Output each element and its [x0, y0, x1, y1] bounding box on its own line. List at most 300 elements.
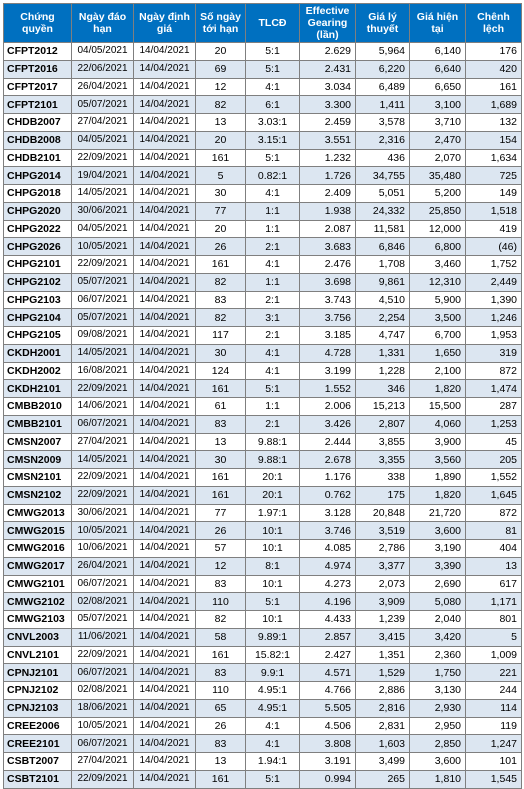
table-row — [4, 682, 522, 700]
cell-current-price: 3,710 — [410, 114, 466, 132]
cell-warrant-code: CFPT2012 — [4, 43, 72, 61]
cell-warrant-code: CKDH2001 — [4, 344, 72, 362]
cell-maturity-date: 10/06/2021 — [72, 540, 134, 558]
cell-theoretical-price: 1,331 — [356, 344, 410, 362]
cell-effective-gearing: 3.128 — [300, 504, 356, 522]
cell-effective-gearing: 1.938 — [300, 202, 356, 220]
cell-valuation-date: 14/04/2021 — [134, 469, 196, 487]
cell-days-to-maturity: 57 — [196, 540, 246, 558]
table-row — [4, 238, 522, 256]
cell-theoretical-price: 3,499 — [356, 753, 410, 771]
table-row — [4, 43, 522, 61]
cell-difference: 1,545 — [466, 770, 522, 788]
cell-current-price: 12,310 — [410, 273, 466, 291]
cell-effective-gearing: 4.196 — [300, 593, 356, 611]
cell-current-price: 5,200 — [410, 185, 466, 203]
cell-valuation-date: 14/04/2021 — [134, 327, 196, 345]
cell-effective-gearing: 4.506 — [300, 717, 356, 735]
cell-current-price: 3,130 — [410, 682, 466, 700]
cell-conversion-ratio: 10:1 — [246, 540, 300, 558]
cell-maturity-date: 10/05/2021 — [72, 238, 134, 256]
cell-valuation-date: 14/04/2021 — [134, 770, 196, 788]
cell-current-price: 2,100 — [410, 362, 466, 380]
cell-days-to-maturity: 20 — [196, 131, 246, 149]
cell-difference: 81 — [466, 522, 522, 540]
cell-days-to-maturity: 69 — [196, 60, 246, 78]
cell-warrant-code: CHPG2105 — [4, 327, 72, 345]
cell-theoretical-price: 1,411 — [356, 96, 410, 114]
cell-current-price: 2,040 — [410, 611, 466, 629]
cell-current-price: 5,080 — [410, 593, 466, 611]
cell-theoretical-price: 3,578 — [356, 114, 410, 132]
cell-conversion-ratio: 5:1 — [246, 149, 300, 167]
table-row — [4, 664, 522, 682]
cell-maturity-date: 05/07/2021 — [72, 273, 134, 291]
cell-conversion-ratio: 1:1 — [246, 273, 300, 291]
cell-valuation-date: 14/04/2021 — [134, 504, 196, 522]
cell-difference: 176 — [466, 43, 522, 61]
cell-warrant-code: CFPT2017 — [4, 78, 72, 96]
cell-difference: 801 — [466, 611, 522, 629]
cell-warrant-code: CSBT2007 — [4, 753, 72, 771]
cell-effective-gearing: 3.698 — [300, 273, 356, 291]
cell-days-to-maturity: 26 — [196, 238, 246, 256]
cell-valuation-date: 14/04/2021 — [134, 114, 196, 132]
cell-warrant-code: CREE2101 — [4, 735, 72, 753]
cell-difference: 5 — [466, 628, 522, 646]
cell-valuation-date: 14/04/2021 — [134, 646, 196, 664]
cell-difference: 1,247 — [466, 735, 522, 753]
cell-effective-gearing: 2.857 — [300, 628, 356, 646]
cell-days-to-maturity: 82 — [196, 96, 246, 114]
table-row — [4, 149, 522, 167]
cell-valuation-date: 14/04/2021 — [134, 398, 196, 416]
cell-valuation-date: 14/04/2021 — [134, 96, 196, 114]
cell-effective-gearing: 1.726 — [300, 167, 356, 185]
cell-valuation-date: 14/04/2021 — [134, 131, 196, 149]
cell-maturity-date: 04/05/2021 — [72, 43, 134, 61]
cell-valuation-date: 14/04/2021 — [134, 273, 196, 291]
cell-valuation-date: 14/04/2021 — [134, 611, 196, 629]
cell-valuation-date: 14/04/2021 — [134, 682, 196, 700]
cell-maturity-date: 26/04/2021 — [72, 557, 134, 575]
cell-days-to-maturity: 13 — [196, 753, 246, 771]
cell-valuation-date: 14/04/2021 — [134, 167, 196, 185]
cell-theoretical-price: 6,489 — [356, 78, 410, 96]
cell-theoretical-price: 3,415 — [356, 628, 410, 646]
cell-valuation-date: 14/04/2021 — [134, 78, 196, 96]
table-row — [4, 469, 522, 487]
cell-theoretical-price: 3,377 — [356, 557, 410, 575]
table-row — [4, 114, 522, 132]
cell-maturity-date: 04/05/2021 — [72, 220, 134, 238]
cell-theoretical-price: 15,213 — [356, 398, 410, 416]
cell-current-price: 2,470 — [410, 131, 466, 149]
cell-conversion-ratio: 4:1 — [246, 735, 300, 753]
cell-conversion-ratio: 1:1 — [246, 220, 300, 238]
cell-difference: 2,449 — [466, 273, 522, 291]
cell-valuation-date: 14/04/2021 — [134, 575, 196, 593]
cell-days-to-maturity: 30 — [196, 185, 246, 203]
cell-difference: 287 — [466, 398, 522, 416]
cell-conversion-ratio: 4.95:1 — [246, 699, 300, 717]
cell-difference: 205 — [466, 451, 522, 469]
cell-days-to-maturity: 161 — [196, 469, 246, 487]
cell-conversion-ratio: 5:1 — [246, 60, 300, 78]
cell-warrant-code: CHPG2102 — [4, 273, 72, 291]
table-row — [4, 398, 522, 416]
cell-effective-gearing: 4.085 — [300, 540, 356, 558]
cell-theoretical-price: 2,786 — [356, 540, 410, 558]
cell-conversion-ratio: 0.82:1 — [246, 167, 300, 185]
cell-conversion-ratio: 9.88:1 — [246, 433, 300, 451]
cell-effective-gearing: 4.728 — [300, 344, 356, 362]
cell-theoretical-price: 4,510 — [356, 291, 410, 309]
cell-difference: 1,253 — [466, 415, 522, 433]
cell-valuation-date: 14/04/2021 — [134, 185, 196, 203]
cell-days-to-maturity: 30 — [196, 344, 246, 362]
cell-valuation-date: 14/04/2021 — [134, 735, 196, 753]
cell-theoretical-price: 2,886 — [356, 682, 410, 700]
cell-warrant-code: CREE2006 — [4, 717, 72, 735]
cell-warrant-code: CMWG2013 — [4, 504, 72, 522]
cell-effective-gearing: 3.746 — [300, 522, 356, 540]
cell-valuation-date: 14/04/2021 — [134, 699, 196, 717]
cell-days-to-maturity: 83 — [196, 735, 246, 753]
cell-maturity-date: 06/07/2021 — [72, 664, 134, 682]
cell-days-to-maturity: 83 — [196, 415, 246, 433]
cell-conversion-ratio: 6:1 — [246, 96, 300, 114]
cell-current-price: 6,650 — [410, 78, 466, 96]
cell-valuation-date: 14/04/2021 — [134, 753, 196, 771]
cell-effective-gearing: 3.756 — [300, 309, 356, 327]
cell-effective-gearing: 4.433 — [300, 611, 356, 629]
cell-difference: 114 — [466, 699, 522, 717]
cell-days-to-maturity: 110 — [196, 593, 246, 611]
cell-maturity-date: 27/04/2021 — [72, 753, 134, 771]
cell-days-to-maturity: 82 — [196, 309, 246, 327]
cell-current-price: 1,650 — [410, 344, 466, 362]
table-row — [4, 291, 522, 309]
cell-valuation-date: 14/04/2021 — [134, 220, 196, 238]
cell-effective-gearing: 3.300 — [300, 96, 356, 114]
cell-current-price: 6,140 — [410, 43, 466, 61]
cell-difference: 1,645 — [466, 486, 522, 504]
cell-days-to-maturity: 161 — [196, 486, 246, 504]
cell-theoretical-price: 436 — [356, 149, 410, 167]
cell-current-price: 2,850 — [410, 735, 466, 753]
table-row — [4, 344, 522, 362]
cell-conversion-ratio: 1.97:1 — [246, 504, 300, 522]
cell-maturity-date: 22/09/2021 — [72, 256, 134, 274]
cell-theoretical-price: 5,964 — [356, 43, 410, 61]
header-current-price: Giá hiện tại — [410, 4, 466, 43]
cell-warrant-code: CHPG2026 — [4, 238, 72, 256]
cell-warrant-code: CHPG2022 — [4, 220, 72, 238]
cell-effective-gearing: 3.191 — [300, 753, 356, 771]
table-row — [4, 185, 522, 203]
cell-maturity-date: 27/04/2021 — [72, 114, 134, 132]
cell-effective-gearing: 2.629 — [300, 43, 356, 61]
cell-difference: 101 — [466, 753, 522, 771]
table-row — [4, 273, 522, 291]
cell-current-price: 3,420 — [410, 628, 466, 646]
cell-difference: 725 — [466, 167, 522, 185]
cell-difference: 1,689 — [466, 96, 522, 114]
cell-theoretical-price: 4,747 — [356, 327, 410, 345]
cell-warrant-code: CMWG2017 — [4, 557, 72, 575]
cell-conversion-ratio: 3.15:1 — [246, 131, 300, 149]
cell-warrant-code: CHPG2014 — [4, 167, 72, 185]
cell-valuation-date: 14/04/2021 — [134, 149, 196, 167]
cell-warrant-code: CPNJ2103 — [4, 699, 72, 717]
table-body — [4, 43, 522, 789]
table-row — [4, 380, 522, 398]
warrant-table — [3, 3, 522, 789]
cell-warrant-code: CHPG2104 — [4, 309, 72, 327]
cell-effective-gearing: 0.994 — [300, 770, 356, 788]
cell-conversion-ratio: 4:1 — [246, 185, 300, 203]
cell-valuation-date: 14/04/2021 — [134, 291, 196, 309]
header-conversion-ratio: TLCĐ — [246, 4, 300, 43]
cell-current-price: 3,100 — [410, 96, 466, 114]
cell-difference: 1,171 — [466, 593, 522, 611]
table-row — [4, 256, 522, 274]
cell-current-price: 2,690 — [410, 575, 466, 593]
cell-conversion-ratio: 1:1 — [246, 202, 300, 220]
cell-effective-gearing: 4.974 — [300, 557, 356, 575]
cell-days-to-maturity: 77 — [196, 504, 246, 522]
cell-effective-gearing: 0.762 — [300, 486, 356, 504]
cell-warrant-code: CMSN2007 — [4, 433, 72, 451]
cell-warrant-code: CMSN2101 — [4, 469, 72, 487]
cell-maturity-date: 18/06/2021 — [72, 699, 134, 717]
cell-current-price: 3,390 — [410, 557, 466, 575]
cell-days-to-maturity: 26 — [196, 717, 246, 735]
cell-theoretical-price: 1,708 — [356, 256, 410, 274]
cell-valuation-date: 14/04/2021 — [134, 593, 196, 611]
cell-maturity-date: 27/04/2021 — [72, 433, 134, 451]
cell-current-price: 1,820 — [410, 380, 466, 398]
cell-valuation-date: 14/04/2021 — [134, 344, 196, 362]
cell-warrant-code: CHPG2103 — [4, 291, 72, 309]
cell-warrant-code: CMWG2016 — [4, 540, 72, 558]
cell-effective-gearing: 4.766 — [300, 682, 356, 700]
cell-current-price: 3,900 — [410, 433, 466, 451]
cell-theoretical-price: 2,073 — [356, 575, 410, 593]
cell-difference: 13 — [466, 557, 522, 575]
cell-warrant-code: CHDB2101 — [4, 149, 72, 167]
cell-difference: 1,009 — [466, 646, 522, 664]
cell-theoretical-price: 3,355 — [356, 451, 410, 469]
cell-effective-gearing: 2.427 — [300, 646, 356, 664]
cell-current-price: 12,000 — [410, 220, 466, 238]
cell-effective-gearing: 2.678 — [300, 451, 356, 469]
cell-maturity-date: 06/07/2021 — [72, 291, 134, 309]
cell-effective-gearing: 3.426 — [300, 415, 356, 433]
cell-warrant-code: CFPT2101 — [4, 96, 72, 114]
cell-effective-gearing: 1.176 — [300, 469, 356, 487]
cell-days-to-maturity: 65 — [196, 699, 246, 717]
table-row — [4, 646, 522, 664]
table-row — [4, 362, 522, 380]
cell-theoretical-price: 2,807 — [356, 415, 410, 433]
cell-conversion-ratio: 4.95:1 — [246, 682, 300, 700]
table-row — [4, 202, 522, 220]
table-row — [4, 131, 522, 149]
cell-warrant-code: CHPG2018 — [4, 185, 72, 203]
cell-maturity-date: 16/08/2021 — [72, 362, 134, 380]
cell-maturity-date: 10/05/2021 — [72, 717, 134, 735]
cell-theoretical-price: 338 — [356, 469, 410, 487]
header-effective-gearing: Effective Gearing (lần) — [300, 4, 356, 43]
cell-valuation-date: 14/04/2021 — [134, 380, 196, 398]
cell-current-price: 3,460 — [410, 256, 466, 274]
cell-theoretical-price: 24,332 — [356, 202, 410, 220]
cell-current-price: 21,720 — [410, 504, 466, 522]
cell-difference: 1,390 — [466, 291, 522, 309]
cell-warrant-code: CMBB2010 — [4, 398, 72, 416]
cell-difference: 1,474 — [466, 380, 522, 398]
cell-days-to-maturity: 82 — [196, 611, 246, 629]
cell-days-to-maturity: 12 — [196, 557, 246, 575]
cell-conversion-ratio: 1:1 — [246, 398, 300, 416]
cell-valuation-date: 14/04/2021 — [134, 256, 196, 274]
table-row — [4, 60, 522, 78]
cell-valuation-date: 14/04/2021 — [134, 415, 196, 433]
cell-maturity-date: 06/07/2021 — [72, 575, 134, 593]
cell-days-to-maturity: 117 — [196, 327, 246, 345]
cell-difference: 119 — [466, 717, 522, 735]
table-header — [4, 4, 522, 43]
cell-conversion-ratio: 1.94:1 — [246, 753, 300, 771]
cell-days-to-maturity: 5 — [196, 167, 246, 185]
cell-maturity-date: 05/07/2021 — [72, 611, 134, 629]
cell-theoretical-price: 3,909 — [356, 593, 410, 611]
table-row — [4, 522, 522, 540]
cell-warrant-code: CMWG2103 — [4, 611, 72, 629]
cell-valuation-date: 14/04/2021 — [134, 309, 196, 327]
cell-effective-gearing: 5.505 — [300, 699, 356, 717]
cell-theoretical-price: 1,239 — [356, 611, 410, 629]
cell-conversion-ratio: 5:1 — [246, 43, 300, 61]
cell-effective-gearing: 3.551 — [300, 131, 356, 149]
cell-maturity-date: 06/07/2021 — [72, 415, 134, 433]
table-row — [4, 504, 522, 522]
cell-warrant-code: CNVL2003 — [4, 628, 72, 646]
cell-theoretical-price: 20,848 — [356, 504, 410, 522]
cell-days-to-maturity: 26 — [196, 522, 246, 540]
cell-conversion-ratio: 8:1 — [246, 557, 300, 575]
cell-days-to-maturity: 58 — [196, 628, 246, 646]
table-row — [4, 575, 522, 593]
cell-valuation-date: 14/04/2021 — [134, 628, 196, 646]
cell-conversion-ratio: 10:1 — [246, 611, 300, 629]
cell-theoretical-price: 346 — [356, 380, 410, 398]
table-row — [4, 557, 522, 575]
cell-maturity-date: 14/06/2021 — [72, 398, 134, 416]
table-row — [4, 78, 522, 96]
cell-warrant-code: CMSN2009 — [4, 451, 72, 469]
cell-theoretical-price: 6,220 — [356, 60, 410, 78]
cell-theoretical-price: 3,519 — [356, 522, 410, 540]
cell-days-to-maturity: 124 — [196, 362, 246, 380]
cell-warrant-code: CPNJ2102 — [4, 682, 72, 700]
cell-warrant-code: CKDH2101 — [4, 380, 72, 398]
cell-days-to-maturity: 20 — [196, 220, 246, 238]
cell-conversion-ratio: 10:1 — [246, 575, 300, 593]
cell-valuation-date: 14/04/2021 — [134, 362, 196, 380]
cell-current-price: 5,900 — [410, 291, 466, 309]
cell-theoretical-price: 34,755 — [356, 167, 410, 185]
cell-days-to-maturity: 20 — [196, 43, 246, 61]
cell-maturity-date: 06/07/2021 — [72, 735, 134, 753]
cell-current-price: 2,070 — [410, 149, 466, 167]
cell-effective-gearing: 3.683 — [300, 238, 356, 256]
cell-effective-gearing: 3.808 — [300, 735, 356, 753]
cell-theoretical-price: 6,846 — [356, 238, 410, 256]
cell-theoretical-price: 265 — [356, 770, 410, 788]
cell-conversion-ratio: 2:1 — [246, 415, 300, 433]
cell-current-price: 3,560 — [410, 451, 466, 469]
cell-difference: 45 — [466, 433, 522, 451]
cell-difference: 319 — [466, 344, 522, 362]
cell-difference: 1,752 — [466, 256, 522, 274]
cell-days-to-maturity: 161 — [196, 770, 246, 788]
cell-effective-gearing: 2.459 — [300, 114, 356, 132]
cell-maturity-date: 22/06/2021 — [72, 60, 134, 78]
cell-maturity-date: 14/05/2021 — [72, 451, 134, 469]
cell-effective-gearing: 4.273 — [300, 575, 356, 593]
cell-days-to-maturity: 13 — [196, 114, 246, 132]
cell-conversion-ratio: 3:1 — [246, 309, 300, 327]
table-row — [4, 611, 522, 629]
header-warrant: Chứng quyền — [4, 4, 72, 43]
table-row — [4, 770, 522, 788]
cell-current-price: 6,800 — [410, 238, 466, 256]
cell-current-price: 3,190 — [410, 540, 466, 558]
cell-conversion-ratio: 20:1 — [246, 486, 300, 504]
cell-maturity-date: 22/09/2021 — [72, 380, 134, 398]
cell-maturity-date: 19/04/2021 — [72, 167, 134, 185]
cell-conversion-ratio: 4:1 — [246, 362, 300, 380]
cell-difference: 872 — [466, 504, 522, 522]
cell-days-to-maturity: 161 — [196, 380, 246, 398]
cell-warrant-code: CPNJ2101 — [4, 664, 72, 682]
cell-difference: 132 — [466, 114, 522, 132]
cell-warrant-code: CHDB2007 — [4, 114, 72, 132]
cell-current-price: 1,890 — [410, 469, 466, 487]
cell-difference: 149 — [466, 185, 522, 203]
cell-maturity-date: 10/05/2021 — [72, 522, 134, 540]
table-row — [4, 540, 522, 558]
cell-theoretical-price: 11,581 — [356, 220, 410, 238]
cell-days-to-maturity: 13 — [196, 433, 246, 451]
table-row — [4, 309, 522, 327]
cell-theoretical-price: 1,603 — [356, 735, 410, 753]
cell-days-to-maturity: 83 — [196, 575, 246, 593]
table-row — [4, 628, 522, 646]
header-days-to-maturity: Số ngày tới hạn — [196, 4, 246, 43]
cell-maturity-date: 22/09/2021 — [72, 149, 134, 167]
cell-conversion-ratio: 2:1 — [246, 291, 300, 309]
cell-effective-gearing: 2.409 — [300, 185, 356, 203]
cell-current-price: 6,640 — [410, 60, 466, 78]
cell-effective-gearing: 2.476 — [300, 256, 356, 274]
cell-warrant-code: CHPG2101 — [4, 256, 72, 274]
cell-current-price: 2,950 — [410, 717, 466, 735]
table-row — [4, 415, 522, 433]
